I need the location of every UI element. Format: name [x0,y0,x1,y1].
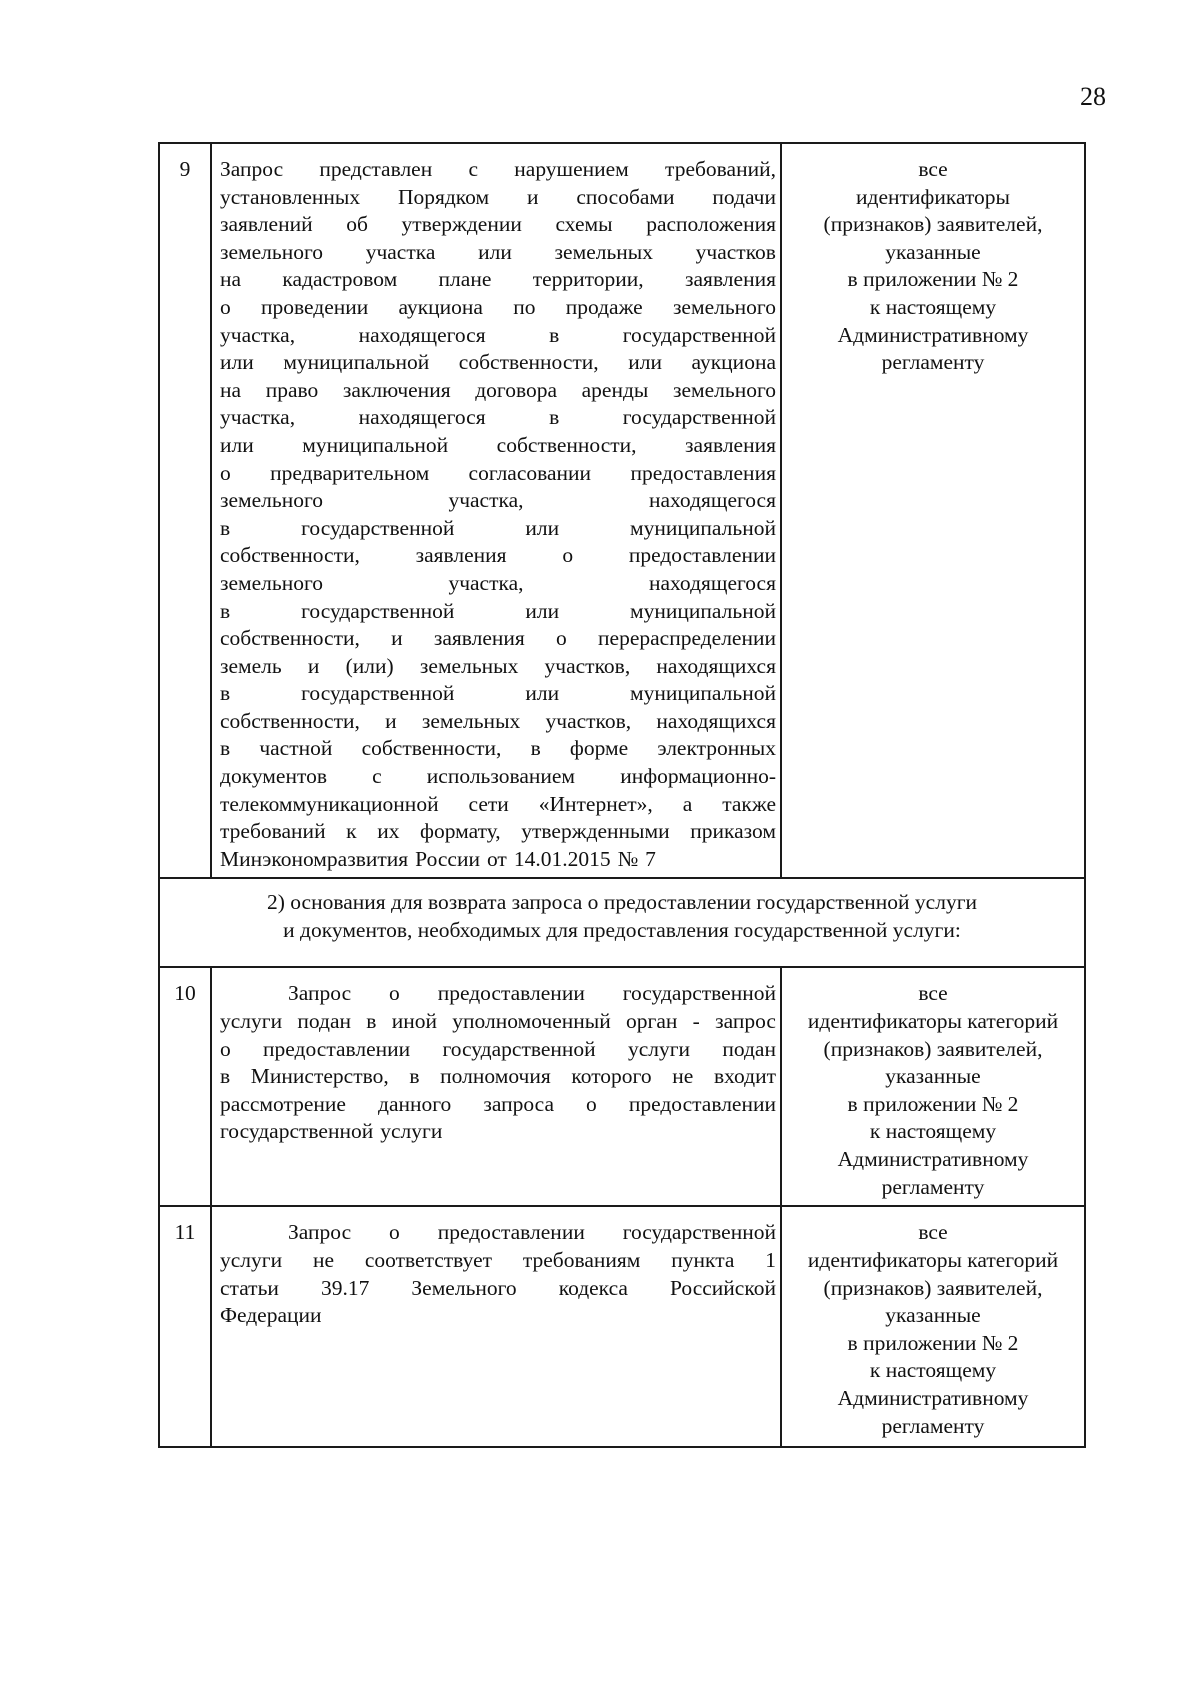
word: представлен [319,157,433,181]
category-line: в приложении № 2 [847,1330,1019,1355]
word: Федерации [220,1303,322,1328]
word: находящегося [648,488,776,513]
table-row-11 [159,1206,1085,1447]
word: предоставлении [628,543,776,568]
description-line [220,680,776,708]
word: Запрос [288,981,352,1006]
word: соответствует [364,1248,493,1273]
category-line: к настоящему [869,1119,997,1144]
word: к [346,819,357,844]
description-line [220,818,776,846]
category-line: указанные [885,1303,981,1328]
category-line: Административному [837,1147,1029,1171]
word: данного [378,1091,452,1116]
word: участка, [448,570,524,595]
word: иной [391,1009,438,1034]
word: участков, [545,708,632,733]
word: 14.01.2015 [513,846,611,871]
word: формату, [420,819,501,844]
word: 7 [645,846,656,871]
description-line [220,294,776,322]
description-line [220,266,776,294]
category-line: указанные [885,239,981,264]
description-line [220,349,776,377]
word: требований [220,819,326,844]
word: сети [468,791,509,816]
word: участков, [544,653,631,678]
word: России [415,846,480,871]
word: на [220,267,242,292]
description-line [220,735,776,763]
section-heading [159,878,1085,967]
description-line [220,239,776,267]
word: также [722,791,776,816]
word: требованиям [522,1248,641,1273]
word: с [372,764,382,789]
word: продаже [565,294,643,319]
word: находящегося [648,570,776,595]
word: способами [576,184,675,209]
word: государственной [622,322,776,347]
word: земельного [672,294,776,319]
description-line [220,1275,776,1303]
description-line [220,515,776,543]
word: или [525,515,560,540]
description-line [220,1008,776,1036]
word: о [389,981,400,1006]
description-line [220,1036,776,1064]
word: плане [438,267,492,292]
word: Министерство, [250,1064,389,1089]
description-line [220,404,776,432]
description-line [220,980,776,1008]
description-line [220,1091,776,1119]
category-line: регламенту [881,1174,985,1199]
word: находящихся [656,653,776,678]
word: договора [475,377,557,402]
word: не [672,1064,694,1089]
word: документов [220,764,327,789]
word: Минэкономразвития [220,846,409,871]
category-line: в приложении № 2 [847,267,1019,292]
word: о [562,543,574,568]
table-row-9 [159,143,1085,878]
word: подан [722,1036,776,1061]
word: земель [220,653,282,678]
word: уполномоченный [452,1009,611,1034]
page-number: 28 [1080,82,1106,111]
description-line [220,625,776,653]
description-line [220,763,776,791]
word: о [220,460,231,485]
word: частной [259,736,333,761]
word: Порядком [397,184,490,209]
word: и [526,184,539,209]
word: подачи [712,184,776,209]
word: Запрос [220,157,284,181]
grounds-table [158,142,1086,1448]
word: предоставления [630,460,776,485]
description-line [220,791,776,819]
description-line [220,211,776,239]
section-heading-row [159,878,1085,967]
word: заявления [415,543,507,568]
word: государственной [442,1036,596,1061]
word: предоставлении [628,1091,776,1116]
word: в [220,681,231,706]
description-line [220,1247,776,1275]
word: и [307,653,320,678]
word: предоставлении [263,1036,411,1061]
word: или [220,350,254,375]
row-category [781,1206,1085,1447]
word: № [617,846,639,871]
word: а [682,791,693,816]
word: собственности, [220,626,360,651]
word: Российской [670,1275,776,1300]
word: территории, [532,267,644,292]
category-line: все [918,157,948,181]
category-line: регламенту [881,1413,985,1438]
category-line: в приложении № 2 [847,1091,1019,1116]
description-line [220,708,776,736]
row-number: 11 [159,1206,211,1447]
description-line [220,846,776,874]
description-line [220,1219,776,1247]
word: 1 [765,1248,776,1273]
row-category [781,967,1085,1206]
row-description [211,967,781,1206]
description-line [220,1063,776,1091]
word: участка, [448,488,524,513]
word: услуги [220,1248,283,1273]
word: участка, [220,405,296,430]
description-line [220,377,776,405]
word: Запрос [288,1220,352,1245]
category-line: указанные [885,1064,981,1089]
word: муниципальной [630,681,776,706]
word: использованием [426,764,576,789]
category-line: (признаков) заявителей, [823,1036,1043,1061]
category-line: Административному [837,322,1029,347]
word: предоставлении [437,1220,585,1245]
word: телекоммуникационной [220,791,439,816]
word: «Интернет», [538,791,653,816]
word: аренды [581,377,649,402]
word: в [366,1009,377,1034]
word: и [385,708,397,733]
category-line: к настоящему [869,294,997,319]
word: собственности, [220,708,360,733]
word: в [409,1064,420,1089]
word: предоставлении [437,981,585,1006]
description-line [220,184,776,212]
category-line: все [918,981,948,1006]
category-line: идентификаторы категорий [807,1009,1059,1034]
table-row-10 [159,967,1085,1206]
word: о [586,1091,597,1116]
word: услуги [627,1036,691,1061]
word: согласовании [468,460,592,485]
word: входит [713,1064,776,1089]
word: в [530,736,541,761]
word: муниципальной [630,515,776,540]
word: - [692,1009,700,1034]
description-line [220,460,776,488]
word: или [220,432,254,457]
row-description [211,1206,781,1447]
word: проведении [260,294,369,319]
word: 39.17 [320,1275,370,1300]
category-line: идентификаторы [856,184,1010,209]
word: муниципальной [630,598,776,623]
description-line [220,598,776,626]
word: подан [297,1009,352,1034]
description-line [220,542,776,570]
word: утвержденными [521,819,670,844]
description-line [220,432,776,460]
row-category [781,143,1085,878]
word: земельного [672,377,776,402]
category-line: (признаков) заявителей, [823,1275,1043,1300]
word: заявления [433,626,525,651]
word: от [486,846,507,871]
word: государственной [301,598,455,623]
row-number: 10 [159,967,211,1206]
description-line [220,1118,776,1146]
word: приказом [690,819,776,844]
word: кадастровом [282,267,398,292]
word: полномочия [440,1064,551,1089]
word: утверждении [401,212,522,237]
word: схемы [555,212,613,237]
description-line [220,653,776,681]
word: по [513,294,536,319]
description-line [220,322,776,350]
word: или [525,598,560,623]
word: или [628,350,662,375]
word: аукциона [691,350,776,375]
word: об [346,212,368,237]
word: рассмотрение [220,1091,346,1116]
word: собственности, [496,432,637,457]
word: государственной [220,1119,374,1144]
word: находящихся [656,708,776,733]
word: электронных [657,736,776,761]
word: информационно- [620,764,776,789]
word: государственной [301,515,455,540]
description-line [220,1302,776,1330]
description-line [220,156,776,184]
word: земельных [554,239,653,264]
word: заявления [685,267,776,292]
word: в [220,598,231,623]
word: земельных [419,653,519,678]
word: участка [365,239,436,264]
word: требований, [665,157,776,181]
word: пункта [671,1248,735,1273]
word: перераспределении [598,626,776,651]
word: заявления [685,432,776,457]
word: аукциона [398,294,483,319]
row-number: 9 [159,143,211,878]
word: в [220,736,231,761]
word: услуги [220,1009,283,1034]
word: участков [695,239,776,264]
word: установленных [220,184,361,209]
category-line: Административному [837,1386,1029,1410]
word: Земельного [411,1275,517,1300]
description-line [220,570,776,598]
section-heading-line: 2) основания для возврата запроса о предоставлении государственной услуги [266,890,978,915]
word: кодекса [558,1275,628,1300]
description-line [220,487,776,515]
word: земельных [421,708,521,733]
word: орган [626,1009,678,1034]
word: государственной [301,681,455,706]
word: находящегося [358,322,486,347]
category-line: регламенту [881,350,985,375]
word: запрос [715,1009,776,1034]
category-line: идентификаторы категорий [807,1248,1059,1273]
word: их [377,819,400,844]
word: право [265,377,319,402]
word: государственной [622,405,776,430]
word: заключения [342,377,451,402]
word: муниципальной [283,350,430,375]
word: и [391,626,403,651]
word: запроса [483,1091,554,1116]
word: участка, [220,322,296,347]
word: которого [571,1064,652,1089]
word: муниципальной [302,432,449,457]
word: находящегося [358,405,486,430]
word: предварительном [270,460,430,485]
word: с [468,157,479,181]
word: государственной [622,1220,776,1245]
word: государственной [622,981,776,1006]
row-description [211,143,781,878]
word: о [556,626,567,651]
word: расположения [646,212,776,237]
word: нарушением [514,157,629,181]
word: собственности, [361,736,502,761]
category-line: все [918,1220,948,1245]
word: собственности, [220,543,360,568]
word: в [549,322,560,347]
word: в [549,405,560,430]
word: на [220,377,242,402]
word: земельного [220,239,324,264]
word: заявлений [220,212,313,237]
category-line: к настоящему [869,1358,997,1383]
word: не [312,1248,335,1273]
word: или [525,681,560,706]
section-heading-line: и документов, необходимых для предоставления государственной услуги: [283,918,961,943]
word: собственности, [458,350,599,375]
word: в [220,515,231,540]
word: форме [569,736,629,761]
word: или [478,239,512,264]
word: земельного [220,488,324,513]
word: о [220,1036,231,1061]
word: услуги [380,1119,443,1144]
category-line: (признаков) заявителей, [823,212,1043,237]
word: о [220,294,231,319]
word: (или) [345,653,394,678]
word: в [220,1064,231,1089]
word: о [389,1220,400,1245]
word: земельного [220,570,324,595]
word: статьи [220,1275,279,1300]
